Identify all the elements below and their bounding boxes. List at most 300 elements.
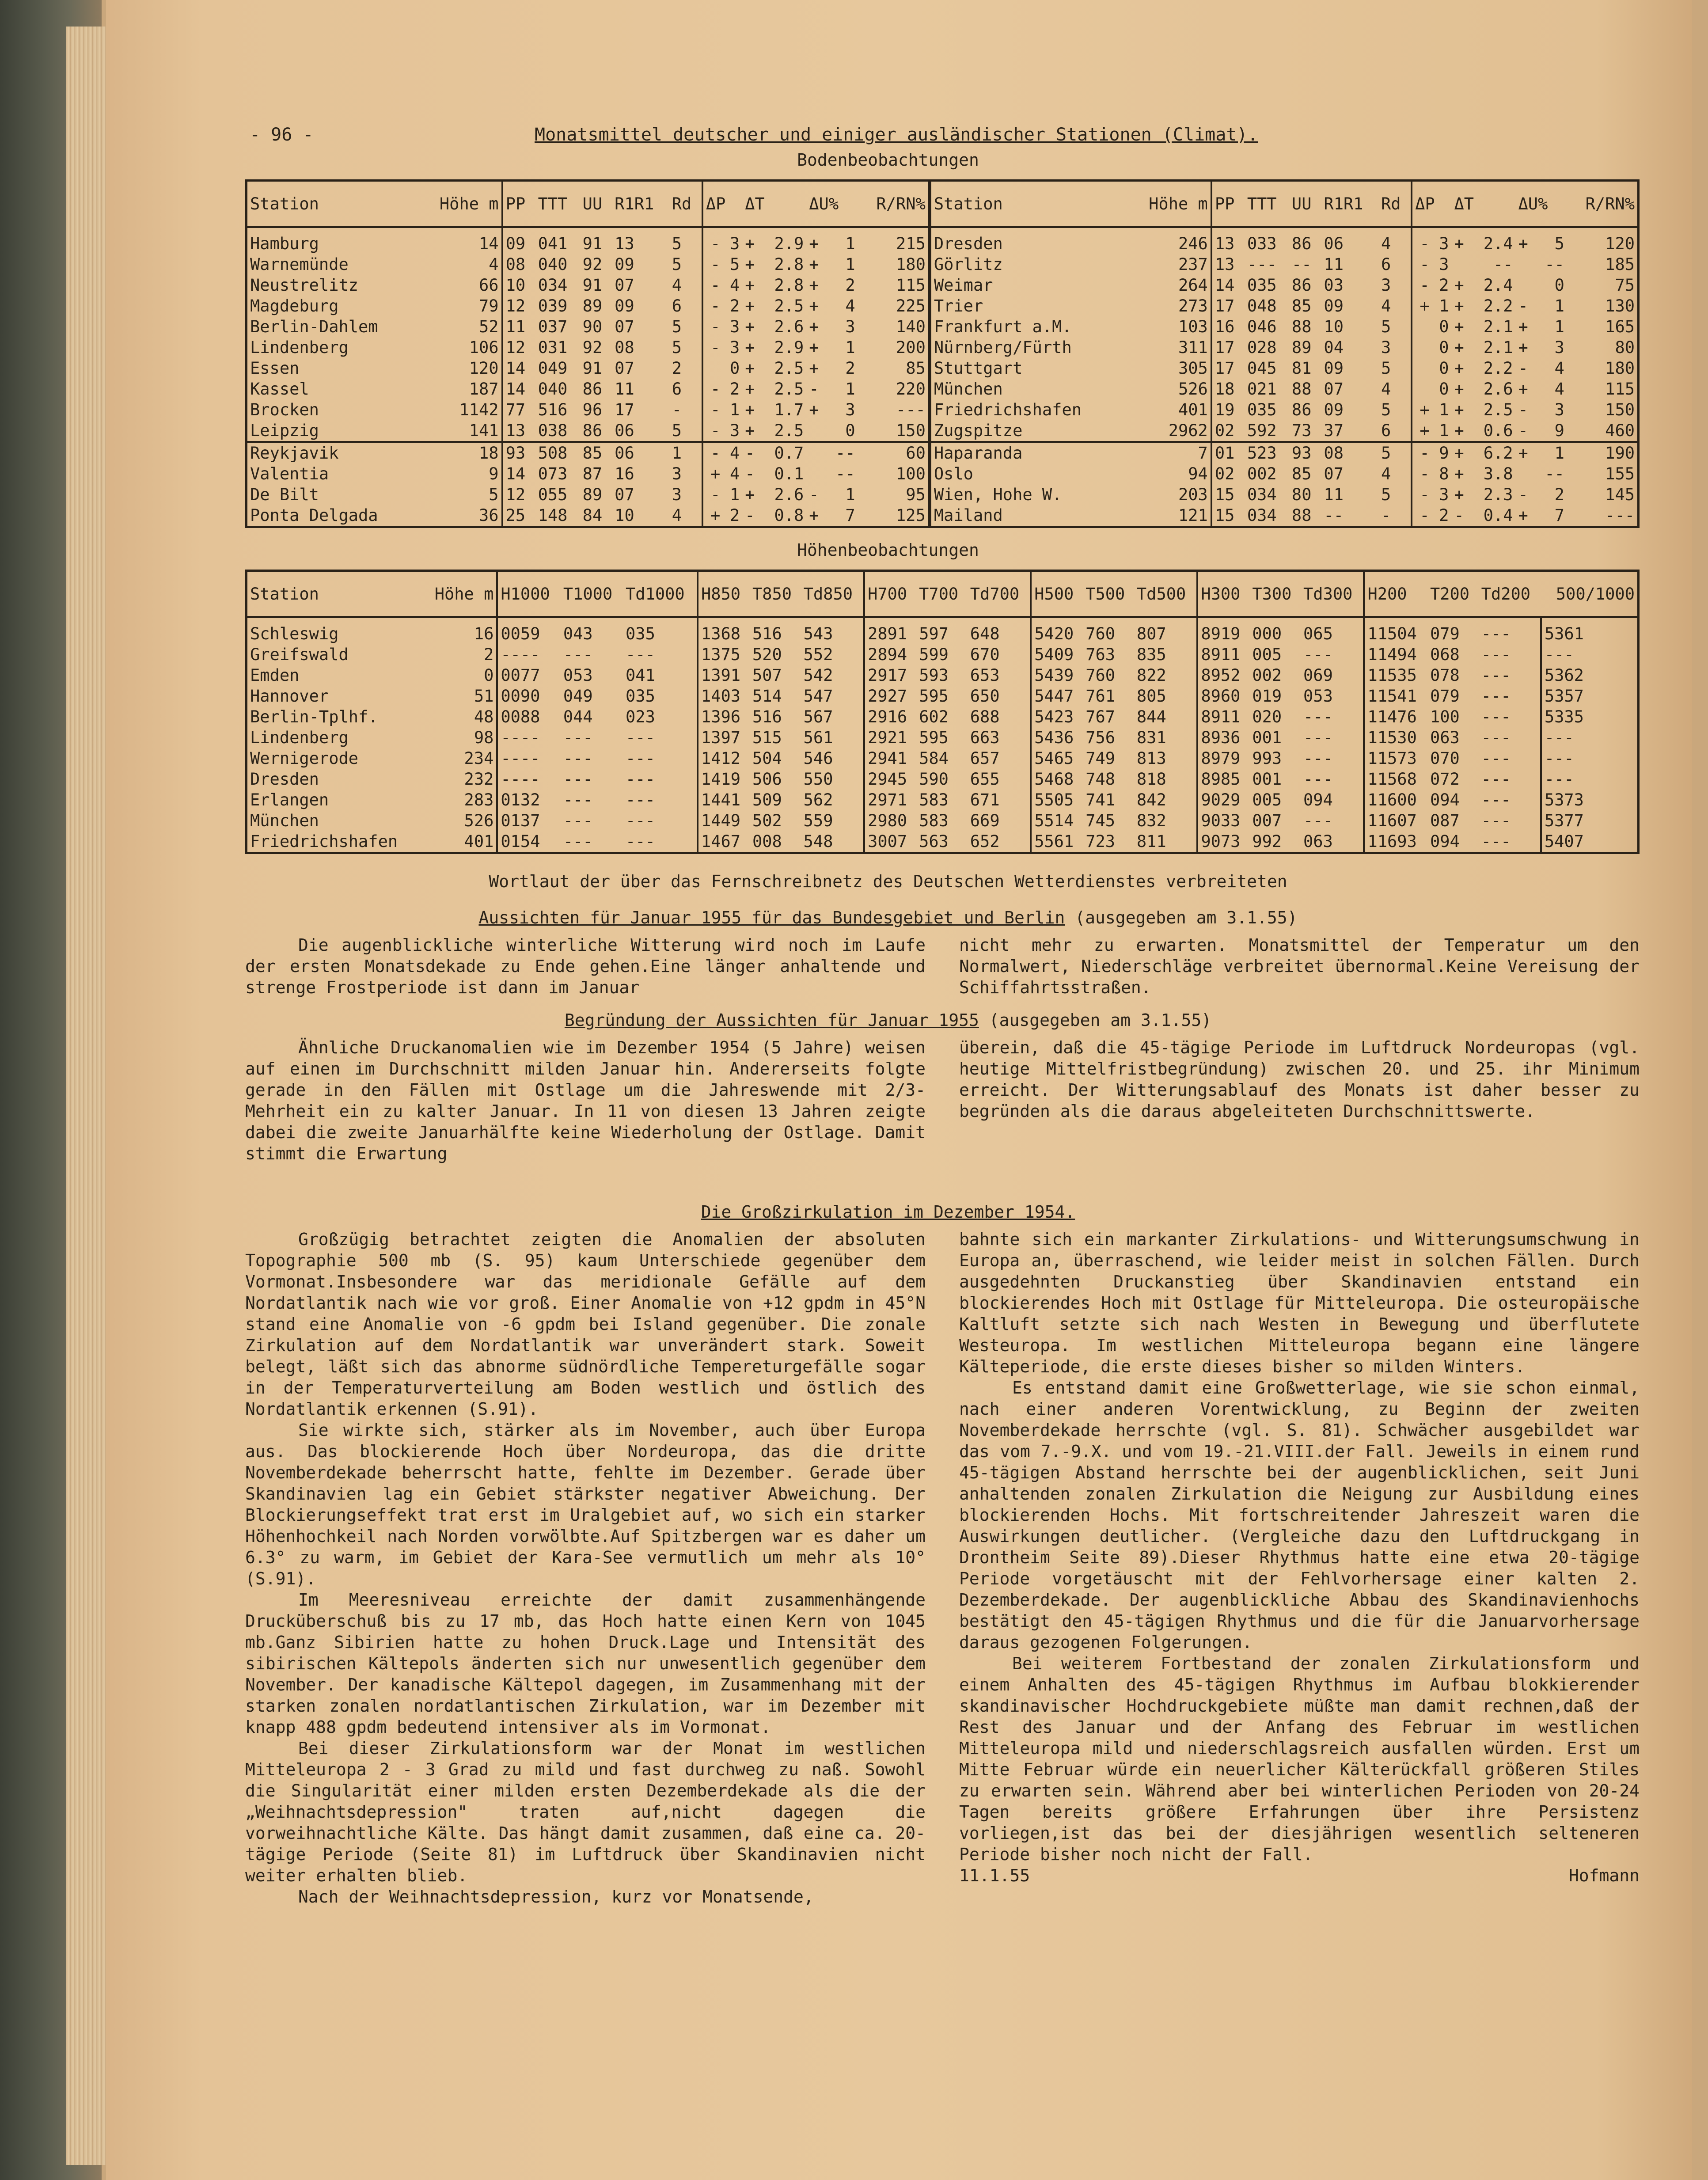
hoehen-col-header: Td850 <box>801 571 864 617</box>
boden-cell: 03 <box>1324 276 1344 295</box>
hoehen-cell: 595 <box>919 728 949 747</box>
boden-cell: - <box>702 254 723 275</box>
boden-cell: 89 <box>582 296 603 315</box>
boden-cell: - <box>1518 421 1528 440</box>
boden-cell: - <box>1412 442 1432 463</box>
hoehen-cell: 602 <box>919 707 949 726</box>
station-name: Emden <box>250 666 300 685</box>
hoehen-cell: 069 <box>1303 666 1333 685</box>
boden-cell: 3 <box>1439 234 1449 253</box>
boden-cell: + <box>809 506 819 525</box>
boden-row <box>247 484 1639 505</box>
boden-cell: 2.1 <box>1483 338 1513 357</box>
boden-cell: + <box>809 338 819 357</box>
hoehen-cell: 11693 <box>1364 831 1427 853</box>
boden-cell: 2.6 <box>1483 380 1513 399</box>
hoehen-cell: 0059 <box>497 617 560 645</box>
boden-cell: 3 <box>1554 338 1564 357</box>
col-rd: Rd <box>1378 181 1412 227</box>
station-name: Essen <box>250 359 300 378</box>
hoehen-cell: 020 <box>1252 707 1282 726</box>
boden-cell: -- <box>1291 255 1312 274</box>
boden-cell: 2 <box>1439 276 1449 295</box>
hoehen-cell: 053 <box>563 666 593 685</box>
hoehen-cell: --- <box>626 645 655 664</box>
boden-cell: 1 <box>845 234 855 253</box>
hoehen-cell: --- <box>563 728 593 747</box>
station-name: Weimar <box>930 275 1127 296</box>
hoehen-cell: 2 <box>484 645 494 664</box>
boden-cell: - <box>702 337 723 358</box>
boden-cell: - <box>672 400 682 419</box>
boden-cell: 185 <box>1605 255 1635 274</box>
boden-cell: 048 <box>1247 296 1277 315</box>
hoehen-cell: 559 <box>803 811 833 830</box>
aussichten-text <box>245 934 1640 998</box>
boden-cell: 4 <box>1381 380 1391 399</box>
hoehen-cell: 514 <box>752 687 782 706</box>
hoehen-cell: 234 <box>464 749 494 768</box>
boden-cell: 148 <box>538 506 568 525</box>
station-name: Nürnberg/Fürth <box>930 337 1127 358</box>
hoehen-col-header: H300 <box>1197 571 1249 617</box>
article-author: Hofmann <box>1568 1866 1640 1885</box>
boden-cell: 038 <box>538 421 568 440</box>
hoehen-cell: 5465 <box>1031 748 1083 769</box>
boden-cell: 115 <box>1605 380 1635 399</box>
boden-cell: 12 <box>502 337 535 358</box>
article-paragraph: Bei dieser Zirkulationsform war der Monat im westlichen Mitteleuropa 2 - 3 Grad zu mild und fast durchweg zu naß. Sowohl die Singularität einer milden ersten Dezemberdekade als die der „Weihnachtsdepression" traten auf,nicht dagegen die vorweihnachtliche Kälte. Das hängt damit zusammen, daß eine ca. 20-tägige Periode (Seite 81) im Luftdruck über Skandinavien nicht weiter erhalten blieb. <box>245 1739 926 1885</box>
boden-cell: 5 <box>1378 442 1412 463</box>
boden-cell: + <box>809 296 819 315</box>
boden-cell: 89 <box>1291 338 1312 357</box>
boden-cell: - <box>702 296 723 316</box>
boden-cell: + <box>1454 276 1464 295</box>
hoehen-cell: --- <box>626 790 655 809</box>
hoehen-cell: --- <box>1481 770 1511 789</box>
article-paragraph: bahnte sich ein markanter Zirkulations- und Witterungsumschwung in Europa an, überraschend, wie leider meist in solchen Fällen. Durch ausgedehnten Druckanstieg über Skandinavien entstand ein blockierendes Hoch mit Ostlage für Mitteleuropa. Die osteuropäische Kaltluft setzte sich nach Westen in Bewegung und überflutete Westeuropa. Im westlichen Mitteleuropa begann eine längere Kälteperiode, die erste dieses bisher so milden Winters. <box>959 1230 1640 1376</box>
boden-cell: 86 <box>582 421 603 440</box>
boden-cell: 273 <box>1178 296 1208 315</box>
station-name: Greifswald <box>250 645 349 664</box>
boden-cell: 5 <box>1381 359 1391 378</box>
boden-cell: 3 <box>1381 276 1391 295</box>
boden-cell: -- <box>835 464 855 483</box>
boden-title: Bodenbeobachtungen <box>797 150 979 170</box>
hoehen-cell: 2891 <box>864 617 916 645</box>
boden-cell: 4 <box>723 442 742 463</box>
hoehen-cell: 48 <box>474 707 494 726</box>
boden-cell: 07 <box>615 276 634 295</box>
station-name: Wien, Hohe W. <box>930 484 1127 505</box>
boden-cell: 190 <box>1567 442 1639 463</box>
hoehen-cell: --- <box>563 811 593 830</box>
boden-cell: 07 <box>1324 380 1344 399</box>
boden-cell: 90 <box>582 317 603 336</box>
hoehen-col-header: H1000 <box>497 571 560 617</box>
boden-cell <box>806 420 826 442</box>
boden-cell: 81 <box>1291 359 1312 378</box>
boden-cell: 2 <box>672 359 682 378</box>
hoehen-cell: 546 <box>803 749 833 768</box>
hoehen-cell: --- <box>626 770 655 789</box>
boden-cell: 0 <box>1554 276 1564 295</box>
hoehen-col-header: Station <box>247 571 423 617</box>
hoehen-title: Höhenbeobachtungen <box>797 540 979 560</box>
hoehen-cell: --- <box>1481 832 1511 851</box>
boden-cell: 4 <box>489 255 499 274</box>
boden-cell: - <box>1518 400 1528 419</box>
hoehen-cell: 8952 <box>1197 665 1249 686</box>
hoehen-cell: 548 <box>803 832 833 851</box>
boden-cell: 1 <box>730 485 740 504</box>
hoehen-cell: 811 <box>1136 832 1166 851</box>
hoehen-row <box>247 790 1639 810</box>
boden-cell: - <box>745 464 755 483</box>
boden-cell: 10 <box>615 506 634 525</box>
hoehen-col-header: Td300 <box>1301 571 1364 617</box>
hoehen-col-header: H500 <box>1031 571 1083 617</box>
boden-cell: + <box>745 296 755 315</box>
boden-cell: - <box>702 379 723 399</box>
hoehen-cell: 583 <box>919 811 949 830</box>
hoehen-cell: 657 <box>970 749 1000 768</box>
boden-cell: 460 <box>1605 421 1635 440</box>
station-name: Trier <box>930 296 1127 316</box>
hoehen-cell: 563 <box>919 832 949 851</box>
boden-cell: 0.8 <box>774 506 804 525</box>
hoehen-cell: 053 <box>1303 687 1333 706</box>
boden-cell: + <box>1452 442 1471 463</box>
aussichten-heading <box>137 907 1639 928</box>
hoehen-col-header: Höhe m <box>422 571 497 617</box>
hoehen-cell: 502 <box>752 811 782 830</box>
page-content <box>137 119 1639 1907</box>
hoehen-cell: ---- <box>497 769 560 790</box>
boden-cell: 141 <box>469 421 499 440</box>
boden-cell: -- <box>1324 506 1344 525</box>
boden-cell: 3.8 <box>1483 464 1513 483</box>
boden-cell: 4 <box>1381 296 1391 315</box>
boden-cell <box>806 442 826 463</box>
hoehen-cell: 16 <box>474 624 494 643</box>
station-name: Mailand <box>930 505 1127 527</box>
boden-cell: 592 <box>1247 421 1277 440</box>
boden-cell: 1 <box>1439 400 1449 419</box>
boden-cell: - <box>702 442 723 463</box>
hoehen-cell: --- <box>1541 769 1639 790</box>
boden-cell: 5 <box>672 234 682 253</box>
boden-cell: 10 <box>502 275 535 296</box>
boden-cell: + <box>1454 421 1464 440</box>
hoehen-cell: 001 <box>1252 770 1282 789</box>
boden-cell: 06 <box>612 442 669 463</box>
boden-cell: 14 <box>502 379 535 399</box>
boden-cell: 85 <box>580 442 612 463</box>
boden-cell: 19 <box>1211 399 1245 420</box>
hoehen-cell: --- <box>1481 666 1511 685</box>
boden-cell: 2 <box>730 506 740 525</box>
hoehen-cell: 0132 <box>497 790 560 810</box>
hoehen-cell: 5407 <box>1541 831 1639 853</box>
boden-cell: 66 <box>479 276 499 295</box>
boden-cell: 86 <box>1291 400 1312 419</box>
boden-cell: 17 <box>615 400 634 419</box>
boden-cell: -- <box>1493 255 1513 274</box>
begruendung-heading <box>137 1010 1639 1031</box>
boden-cell: 0.4 <box>1483 506 1513 525</box>
station-name: Stuttgart <box>930 358 1127 379</box>
boden-cell: + <box>1454 400 1464 419</box>
boden-cell: - <box>1518 359 1528 378</box>
boden-cell: 2.5 <box>774 421 804 440</box>
boden-cell: 5 <box>672 338 682 357</box>
hoehen-row <box>247 727 1639 748</box>
boden-row <box>247 254 1639 275</box>
boden-cell: + <box>702 505 723 527</box>
boden-row <box>247 442 1639 463</box>
hoehen-cell: --- <box>1481 624 1511 643</box>
hoehen-cell: 832 <box>1136 811 1166 830</box>
boden-row <box>247 337 1639 358</box>
hoehen-cell: 760 <box>1086 624 1116 643</box>
boden-cell: 3 <box>845 317 855 336</box>
boden-cell: 401 <box>1178 400 1208 419</box>
boden-cell: + <box>745 317 755 336</box>
hoehen-cell: --- <box>1303 707 1333 726</box>
boden-cell: + <box>1454 317 1464 336</box>
hoehen-cell: 5362 <box>1541 665 1639 686</box>
boden-cell: 85 <box>1291 464 1312 483</box>
hoehen-cell: 283 <box>464 790 494 809</box>
col-ttt: TTT <box>535 181 580 227</box>
boden-cell: 2 <box>730 296 740 315</box>
boden-cell: + <box>809 359 819 378</box>
hoehen-cell: 763 <box>1086 645 1116 664</box>
hoehen-cell: 671 <box>970 790 1000 809</box>
hoehen-col-header: 500/1000 <box>1541 571 1639 617</box>
col-station: Station <box>247 181 419 227</box>
hoehen-row <box>247 831 1639 853</box>
boden-cell: 60 <box>858 442 930 463</box>
col-uu: UU <box>1289 181 1321 227</box>
hoehen-cell: 5447 <box>1031 686 1083 706</box>
hoehen-cell: 5439 <box>1031 665 1083 686</box>
boden-cell: 130 <box>1605 296 1635 315</box>
boden-cell: 91 <box>582 359 603 378</box>
hoehen-cell: 835 <box>1136 645 1166 664</box>
hoehen-cell: --- <box>1303 749 1333 768</box>
boden-cell: 2.1 <box>1483 317 1513 336</box>
boden-cell: 02 <box>1211 420 1245 442</box>
boden-cell: 86 <box>1291 234 1312 253</box>
boden-cell <box>1516 275 1535 296</box>
boden-cell: 5 <box>1381 400 1391 419</box>
boden-cell: 88 <box>1291 317 1312 336</box>
hoehen-cell: 041 <box>626 666 655 685</box>
article-right-column <box>959 1229 1640 1907</box>
boden-cell: - <box>1518 296 1528 315</box>
boden-cell: 3 <box>730 234 740 253</box>
hoehen-cell: 5436 <box>1031 727 1083 748</box>
hoehen-cell: 688 <box>970 707 1000 726</box>
boden-cell: + <box>745 380 755 399</box>
boden-cell: 0 <box>1439 338 1449 357</box>
hoehen-cell: 035 <box>626 624 655 643</box>
boden-cell <box>1412 379 1432 399</box>
boden-cell: 11 <box>1324 255 1344 274</box>
boden-cell: + <box>1518 234 1528 253</box>
boden-cell: 04 <box>1324 338 1344 357</box>
boden-cell: 2962 <box>1168 421 1208 440</box>
hoehen-cell: 5505 <box>1031 790 1083 810</box>
station-name: Erlangen <box>250 790 329 809</box>
boden-cell: 4 <box>1554 359 1564 378</box>
boden-row <box>247 227 1639 254</box>
hoehen-row <box>247 810 1639 831</box>
hoehen-cell: 584 <box>919 749 949 768</box>
article-paragraph: Großzügig betrachtet zeigten die Anomalien der absoluten Topographie 500 mb (S. 95) kaum Unterschiede gegenüber dem Vormonat.Insbesondere war das meridionale Gefälle auf dem Nordatlantik nach wie vor groß. Einer Anomalie von +12 gpdm in 45°N stand eine Anomalie von -6 gpdm bei Island gegenüber. Die zonale Zirkulation auf dem Nordatlantik war unverändert stark. Soweit belegt, läßt sich das abnorme südnördliche Tempereturgefälle sogar in der Temperaturverteilung am Boden westlich und östlich des Nordatlantik erkennen (S.91). <box>245 1230 926 1419</box>
hoehen-cell: 5514 <box>1031 810 1083 831</box>
hoehen-cell: 8911 <box>1197 644 1249 665</box>
boden-cell: 1 <box>1439 421 1449 440</box>
station-name: Ponta Delgada <box>250 506 378 525</box>
boden-cell: 80 <box>1615 338 1635 357</box>
hoehen-cell: 567 <box>803 707 833 726</box>
hoehen-cell: 669 <box>970 811 1000 830</box>
hoehen-cell: 11607 <box>1364 810 1427 831</box>
boden-cell: 5 <box>672 255 682 274</box>
boden-cell: 6.2 <box>1471 442 1515 463</box>
article-paragraph: Es entstand damit eine Großwetterlage, wie sie schon einmal, nach einer anderen Vorentwicklung, zu Beginn der zweiten Novemberdekade herrschte (vgl. S. 81). Schwächer ausgebildet war das vom 7.-9.X. und vom 19.-21.VIII.der Fall. Jeweils in einem rund 45-tägigen Abstand herrschte bei der augenblicklichen, seit Juni anhaltenden zonalen Zirkulation die Neigung zur Ausbildung eines blockierenden Hochs. Mit fortschreitender Jahreszeit waren die Auswirkungen deutlicher. (Vergleiche dazu den Luftdruckgang in Drontheim Seite 89).Dieser Rhythmus hatte eine etwa 20-tägige Periode vorgetäuscht mit der Fehlvorhersage einer kalten 2. Dezemberdekade. Der augenblickliche Abbau des Skandinavienhochs bestätigt den 45-tägigen Rhythmus und die für die Januarvorhersage daraus gezogenen Folgerungen. <box>959 1378 1640 1652</box>
hoehen-cell: 9073 <box>1197 831 1249 853</box>
station-name: Berlin-Dahlem <box>250 317 378 336</box>
boden-cell: 2.5 <box>1483 400 1513 419</box>
boden-cell: 93 <box>502 442 535 463</box>
station-name: Magdeburg <box>250 296 339 315</box>
station-name: Hannover <box>250 687 329 706</box>
station-name: Leipzig <box>250 421 319 440</box>
article-left-column <box>245 1229 926 1907</box>
boden-cell: 3 <box>1439 485 1449 504</box>
boden-cell: 2 <box>1554 485 1564 504</box>
boden-cell: 3 <box>845 400 855 419</box>
boden-cell: 0.7 <box>762 442 806 463</box>
boden-cell: 93 <box>1289 442 1321 463</box>
boden-cell: 11 <box>502 316 535 337</box>
boden-cell: + <box>1518 338 1528 357</box>
hoehen-cell: 019 <box>1252 687 1282 706</box>
aussichten-date: (ausgegeben am 3.1.55) <box>1065 908 1298 927</box>
hoehen-row <box>247 769 1639 790</box>
hoehen-cell: 0077 <box>497 665 560 686</box>
hoehen-cell: 813 <box>1136 749 1166 768</box>
boden-cell <box>702 358 723 379</box>
boden-cell: 17 <box>1211 337 1245 358</box>
hoehen-col-header: T1000 <box>561 571 623 617</box>
boden-cell: 225 <box>896 296 926 315</box>
boden-cell: 508 <box>535 442 580 463</box>
boden-cell: 2.6 <box>774 317 804 336</box>
hoehen-cell: 5361 <box>1541 617 1639 645</box>
hoehen-cell: 5420 <box>1031 617 1083 645</box>
boden-cell: 031 <box>538 338 568 357</box>
boden-cell: 07 <box>615 317 634 336</box>
boden-cell: 037 <box>538 317 568 336</box>
hoehen-row <box>247 686 1639 706</box>
boden-cell: 1 <box>1554 317 1564 336</box>
boden-cell: 2.4 <box>1483 234 1513 253</box>
boden-cell: 01 <box>1211 442 1245 463</box>
hoehen-cell: --- <box>1303 645 1333 664</box>
hoehen-cell: --- <box>1541 748 1639 769</box>
boden-cell: 2.2 <box>1483 359 1513 378</box>
col-ttt: TTT <box>1245 181 1289 227</box>
boden-cell: 08 <box>615 338 634 357</box>
boden-cell: 14 <box>1211 275 1245 296</box>
hoehen-cell: --- <box>1481 790 1511 809</box>
boden-cell: 89 <box>582 485 603 504</box>
boden-cell: 0 <box>1439 380 1449 399</box>
boden-table <box>245 179 1640 528</box>
hoehen-row <box>247 706 1639 727</box>
station-name: Zugspitze <box>930 420 1127 442</box>
boden-cell: 311 <box>1178 338 1208 357</box>
boden-row <box>247 505 1639 527</box>
hoehen-row <box>247 665 1639 686</box>
hoehen-cell: 0154 <box>497 831 560 853</box>
boden-cell: 039 <box>538 296 568 315</box>
hoehen-cell: 653 <box>970 666 1000 685</box>
hoehen-col-header: T300 <box>1249 571 1301 617</box>
boden-cell: - <box>702 484 723 505</box>
col-hoehe: Höhe m <box>418 181 502 227</box>
hoehen-cell: 599 <box>919 645 949 664</box>
aussichten-right: nicht mehr zu erwarten. Monatsmittel der Temperatur um den Normalwert, Niederschläge verbreitet übernormal.Keine Vereisung der Schiffahrtsstraßen. <box>959 935 1640 997</box>
hoehen-cell: 2927 <box>864 686 916 706</box>
boden-cell: + <box>809 234 819 253</box>
boden-cell: 13 <box>502 420 535 442</box>
station-name: Lindenberg <box>250 338 349 357</box>
boden-cell: + <box>1454 359 1464 378</box>
hoehen-cell: 094 <box>1430 832 1460 851</box>
article-footer <box>959 1865 1640 1886</box>
boden-cell: 87 <box>582 464 603 483</box>
boden-cell: 2.2 <box>1483 296 1513 315</box>
hoehen-cell: 8979 <box>1197 748 1249 769</box>
boden-cell: + <box>745 485 755 504</box>
hoehen-cell: 590 <box>919 770 949 789</box>
boden-cell: 5 <box>1554 234 1564 253</box>
boden-cell: 028 <box>1247 338 1277 357</box>
hoehen-cell: --- <box>1303 811 1333 830</box>
boden-cell: 516 <box>538 400 568 419</box>
hoehen-cell: 11541 <box>1364 686 1427 706</box>
boden-cell: 035 <box>1247 400 1277 419</box>
boden-cell: 1 <box>730 400 740 419</box>
boden-cell: 2.3 <box>1483 485 1513 504</box>
station-name: Hamburg <box>250 234 319 253</box>
article-title: Die Großzirkulation im Dezember 1954. <box>701 1202 1075 1222</box>
hoehen-cell: 993 <box>1252 749 1282 768</box>
boden-row <box>247 463 1639 484</box>
boden-cell: + <box>1454 464 1464 483</box>
begruendung-title: Begründung der Aussichten für Januar 1955 <box>564 1010 979 1030</box>
hoehen-cell: --- <box>563 790 593 809</box>
boden-cell <box>1516 463 1535 484</box>
boden-cell: 055 <box>538 485 568 504</box>
boden-cell: 2.5 <box>774 380 804 399</box>
